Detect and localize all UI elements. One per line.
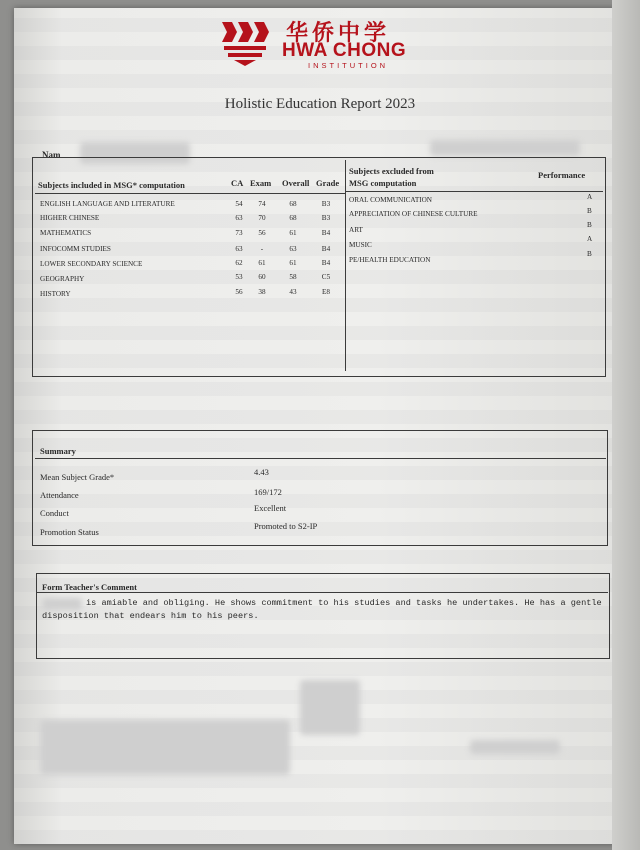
- ca-score: 53: [235, 273, 243, 281]
- overall-score: 58: [289, 273, 297, 281]
- summary-divider: [35, 458, 606, 459]
- exam-score: -: [260, 245, 264, 253]
- subject-name: INFOCOMM STUDIES: [40, 245, 111, 253]
- subject-name: GEOGRAPHY: [40, 275, 85, 283]
- promotion-value: Promoted to S2-IP: [254, 521, 318, 531]
- subject-name: ENGLISH LANGUAGE AND LITERATURE: [40, 200, 175, 208]
- performance: B: [587, 207, 592, 215]
- subject-name: LOWER SECONDARY SCIENCE: [40, 260, 143, 268]
- exam-score: 38: [258, 288, 266, 296]
- exam-score: 56: [258, 229, 266, 237]
- col-exam: Exam: [250, 178, 272, 188]
- overall-score: 43: [289, 288, 297, 296]
- grade: B3: [321, 214, 331, 222]
- excluded-heading-line2: MSG computation: [349, 178, 417, 188]
- subject-name: HIGHER CHINESE: [40, 214, 100, 222]
- ca-score: 56: [235, 288, 243, 296]
- col-overall: Overall: [282, 178, 310, 188]
- subject-name: HISTORY: [40, 290, 71, 298]
- grade: B3: [321, 200, 331, 208]
- overall-score: 63: [289, 245, 297, 253]
- grade: C5: [321, 273, 331, 281]
- performance: A: [587, 235, 593, 243]
- redacted-signature-area: [470, 740, 560, 754]
- overall-score: 61: [289, 259, 297, 267]
- school-name-sub: INSTITUTION: [308, 61, 389, 70]
- subject-name: MATHEMATICS: [40, 229, 92, 237]
- attendance-value: 169/172: [254, 487, 282, 497]
- col-performance: Performance: [538, 170, 586, 180]
- summary-heading: Summary: [40, 446, 76, 456]
- promotion-label: Promotion Status: [40, 527, 99, 537]
- redacted-id: [430, 140, 580, 156]
- ca-score: 62: [235, 259, 243, 267]
- excluded-subject: MUSIC: [349, 241, 372, 249]
- comment-divider: [37, 592, 608, 593]
- grade: E8: [322, 288, 330, 296]
- school-name-english: HWA CHONG: [282, 40, 407, 61]
- name-label: Nam: [42, 150, 61, 160]
- excluded-header-divider: [346, 191, 603, 192]
- comment-text: is amiable and obliging. He shows commitment to his studies and tasks he undertakes. He has a gentle disposition that endears him to his peers.: [42, 598, 602, 621]
- exam-score: 61: [258, 259, 266, 267]
- ca-score: 63: [235, 245, 243, 253]
- grade: B4: [321, 229, 331, 237]
- performance: B: [587, 221, 592, 229]
- included-heading: Subjects included in MSG* computation: [38, 180, 185, 190]
- grade: B4: [321, 259, 331, 267]
- redacted-signature-area: [40, 720, 290, 775]
- exam-score: 74: [258, 200, 266, 208]
- excluded-subject: APPRECIATION OF CHINESE CULTURE: [349, 210, 478, 218]
- report-title: Holistic Education Report 2023: [224, 96, 416, 112]
- conduct-label: Conduct: [40, 508, 69, 518]
- summary-box: [32, 430, 608, 546]
- col-ca: CA: [231, 178, 244, 188]
- col-grade: Grade: [316, 178, 340, 188]
- paper-edge: [612, 0, 640, 850]
- school-crest-icon: [220, 18, 270, 66]
- redacted-signature-area: [300, 680, 360, 735]
- excluded-subject: PE/HEALTH EDUCATION: [349, 256, 431, 264]
- ca-score: 54: [235, 200, 243, 208]
- school-logo: [220, 14, 420, 74]
- msg-label: Mean Subject Grade*: [40, 472, 115, 482]
- comment-heading: Form Teacher's Comment: [42, 582, 137, 592]
- overall-score: 68: [289, 200, 297, 208]
- school-name-chinese: 华侨中学: [286, 20, 391, 45]
- performance: A: [587, 193, 593, 201]
- attendance-label: Attendance: [40, 490, 79, 500]
- excluded-subject: ART: [349, 226, 363, 234]
- ca-score: 73: [235, 229, 243, 237]
- excluded-subject: ORAL COMMUNICATION: [349, 196, 432, 204]
- performance: B: [587, 250, 592, 258]
- exam-score: 70: [258, 214, 266, 222]
- overall-score: 68: [289, 214, 297, 222]
- exam-score: 60: [258, 273, 266, 281]
- included-header-divider: [35, 193, 345, 194]
- msg-value: 4.43: [254, 467, 269, 477]
- ca-score: 63: [235, 214, 243, 222]
- conduct-value: Excellent: [254, 503, 287, 513]
- excluded-heading-line1: Subjects excluded from: [349, 166, 434, 176]
- grade: B4: [321, 245, 331, 253]
- overall-score: 61: [289, 229, 297, 237]
